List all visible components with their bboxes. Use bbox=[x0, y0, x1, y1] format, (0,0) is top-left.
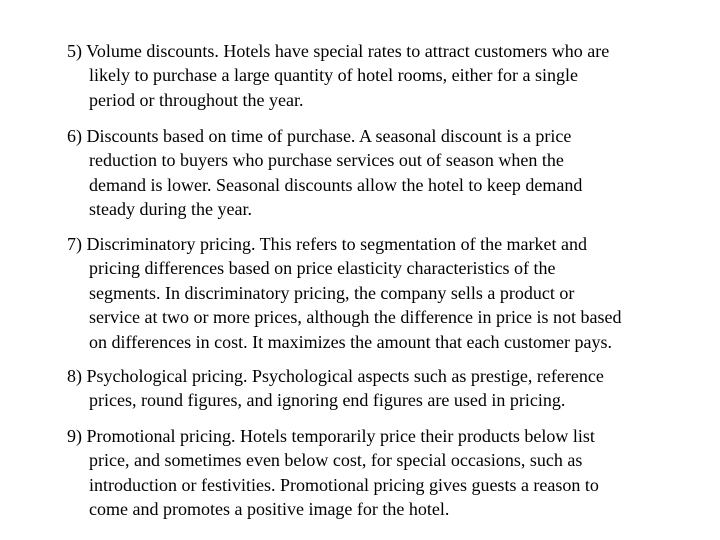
list-item-line: 6) Discounts based on time of purchase. A seasonal discount is a price bbox=[67, 126, 572, 146]
list-item-line: service at two or more prices, although the difference in price is not based bbox=[89, 307, 622, 328]
list-item-line: demand is lower. Seasonal discounts allow the hotel to keep demand bbox=[89, 174, 583, 195]
list-item-line: 9) Promotional pricing. Hotels temporarily price their products below list bbox=[67, 426, 595, 446]
list-item-line: 7) Discriminatory pricing. This refers to segmentation of the market and bbox=[67, 234, 588, 254]
list-item-line: segments. In discriminatory pricing, the company sells a product or bbox=[89, 282, 575, 303]
list-item-line: period or throughout the year. bbox=[89, 89, 304, 110]
list-item-line: introduction or festivities. Promotional pricing gives guests a reason to bbox=[89, 474, 599, 495]
list-item-volume-discounts bbox=[67, 39, 707, 112]
list-item-line: on differences in cost. It maximizes the amount that each customer pays. bbox=[89, 331, 613, 352]
list-item-line: price, and sometimes even below cost, for special occasions, such as bbox=[89, 450, 583, 471]
list-item-promotional-pricing bbox=[67, 424, 707, 522]
list-item-psychological-pricing bbox=[67, 364, 707, 413]
list-item-line: prices, round figures, and ignoring end figures are used in pricing. bbox=[89, 390, 566, 411]
list-item-line: pricing differences based on price elasticity characteristics of the bbox=[89, 258, 556, 279]
list-item-line: likely to purchase a large quantity of hotel rooms, either for a single bbox=[89, 65, 579, 86]
list-item-line: 8) Psychological pricing. Psychological aspects such as prestige, reference bbox=[67, 366, 604, 386]
list-item-time-of-purchase-discounts bbox=[67, 124, 707, 222]
list-item-discriminatory-pricing bbox=[67, 232, 707, 354]
list-item-line: 5) Volume discounts. Hotels have special rates to attract customers who are bbox=[67, 41, 610, 61]
list-item-line: steady during the year. bbox=[89, 199, 252, 220]
list-item-line: reduction to buyers who purchase services out of season when the bbox=[89, 150, 564, 171]
list-item-line: come and promotes a positive image for the hotel. bbox=[89, 499, 450, 520]
